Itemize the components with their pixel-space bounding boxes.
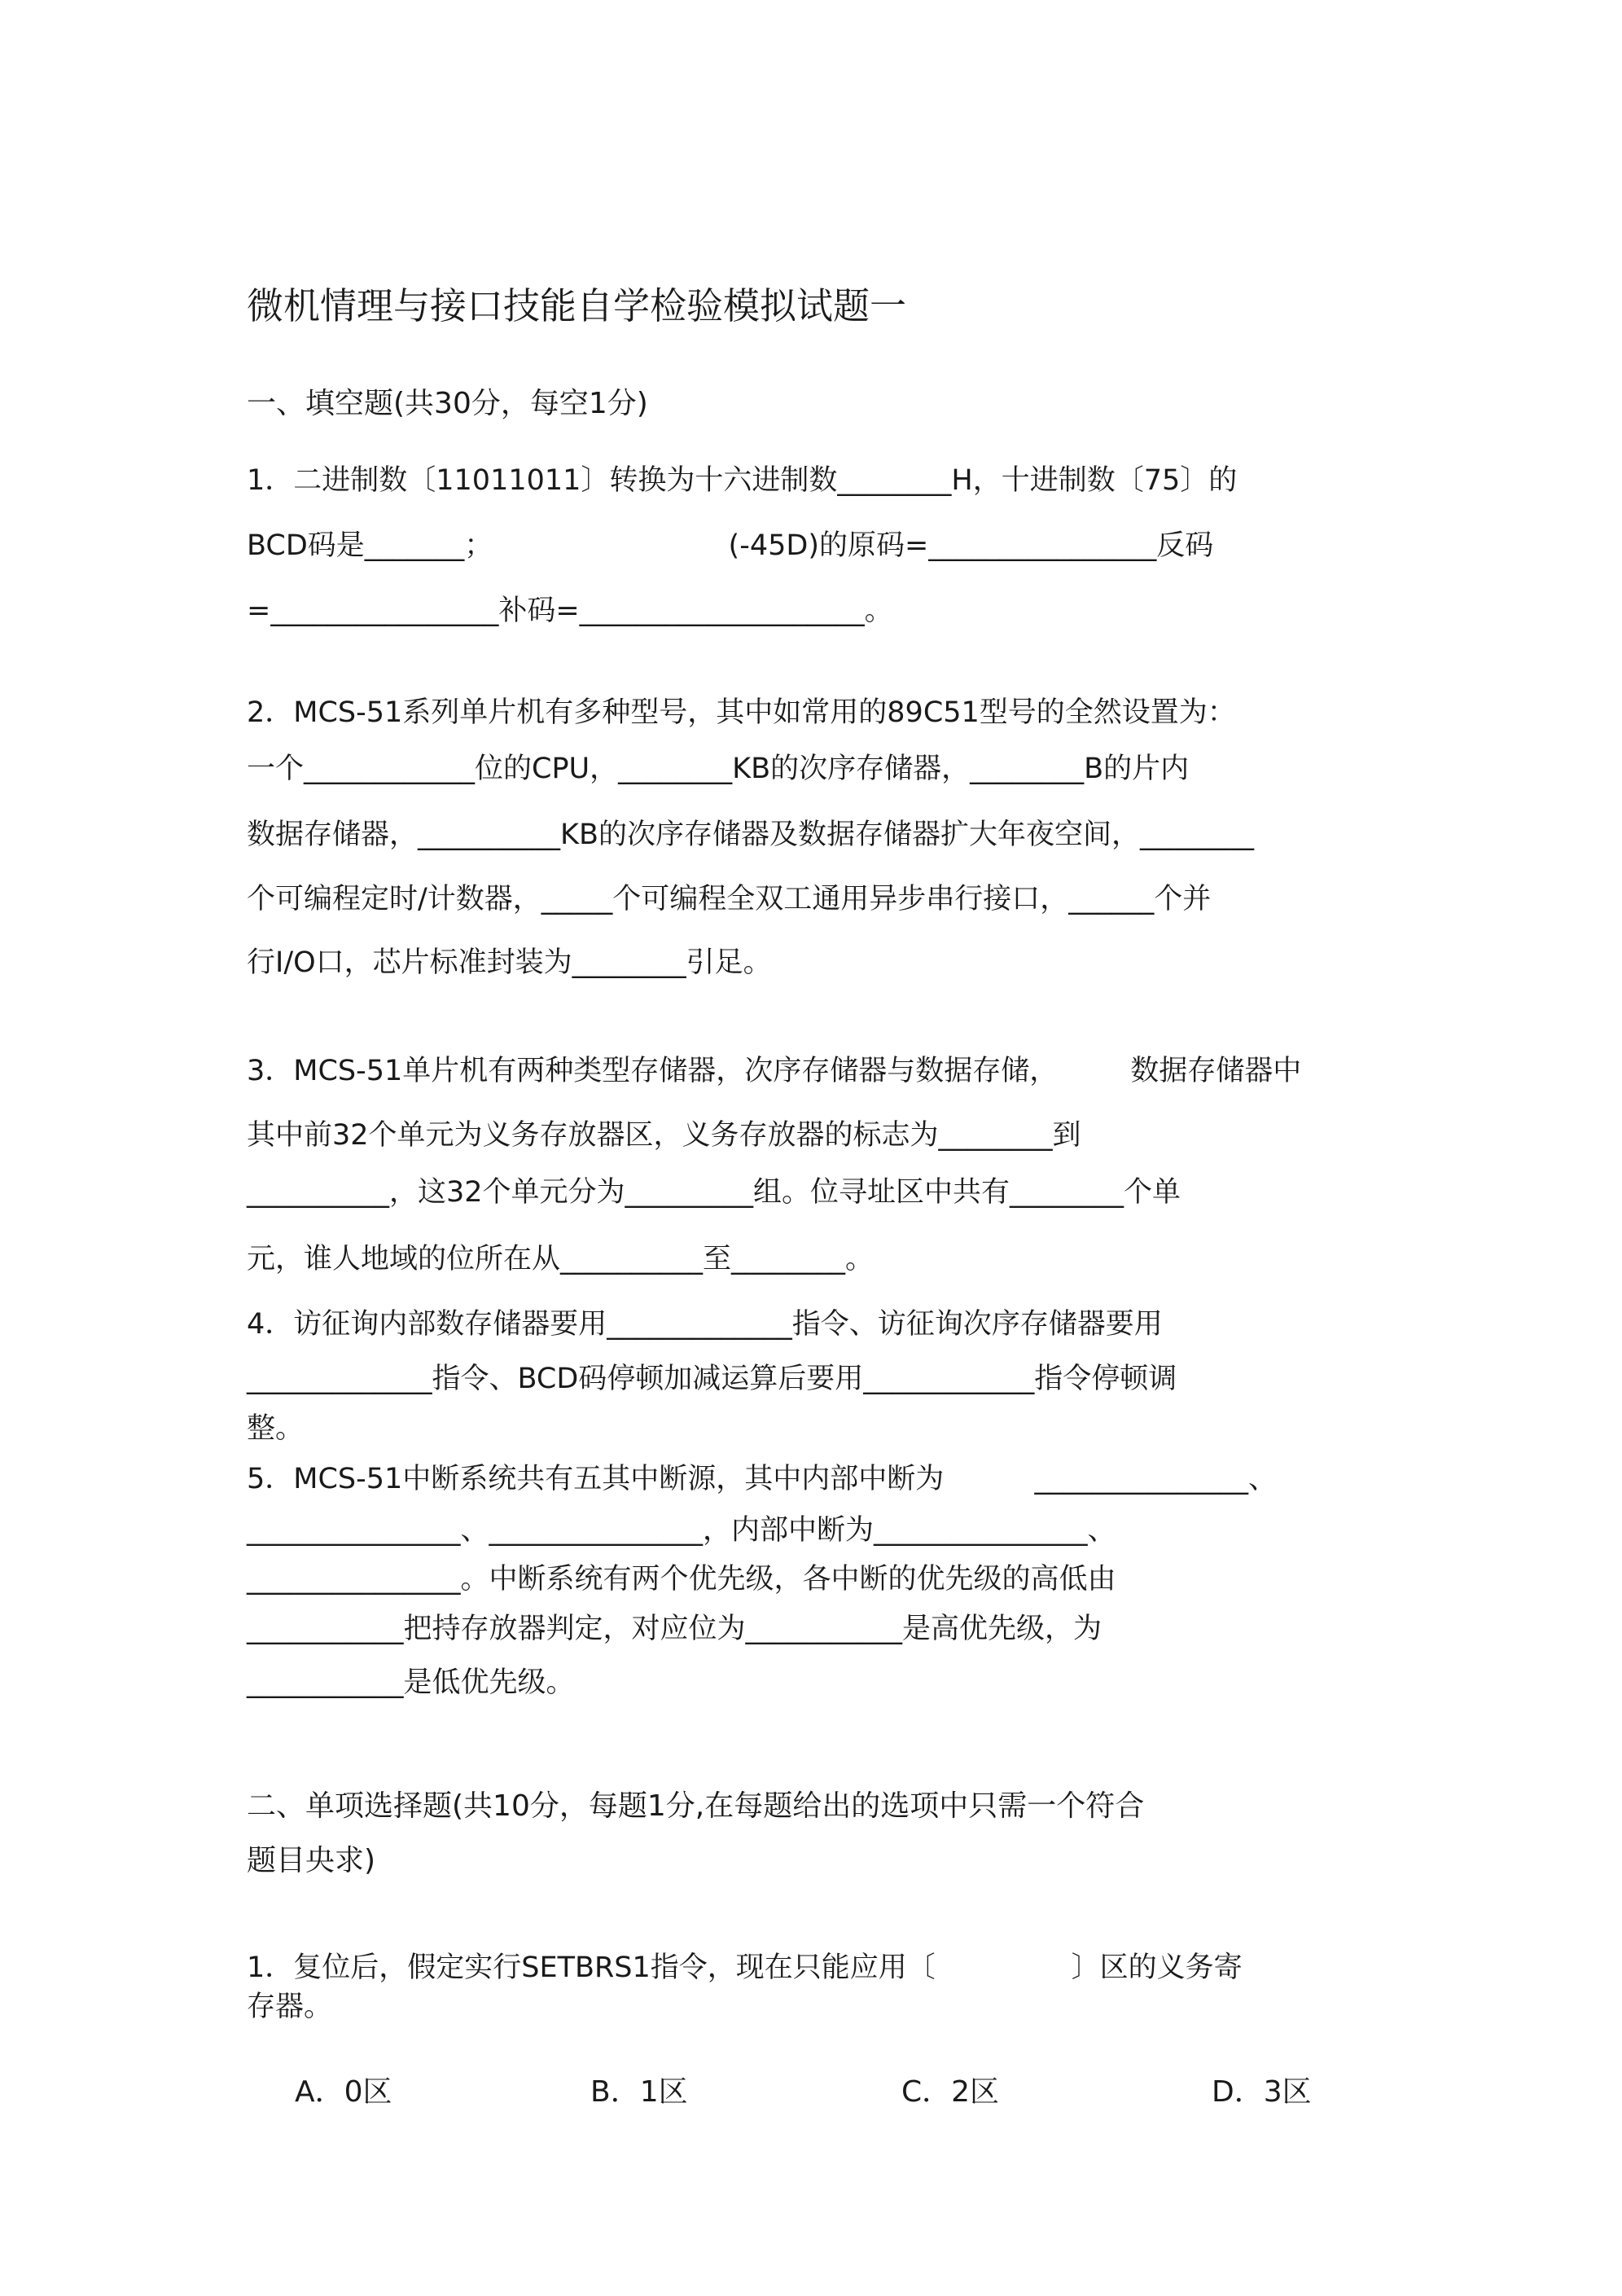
q5-line-3: _______________。中断系统有两个优先级，各中断的优先级的高低由 xyxy=(247,1563,1116,1596)
q5-line-2: _______________、_______________，内部中断为_______________、 xyxy=(247,1514,1116,1547)
q4-line-2: _____________指令、BCD码停顿加减运算后要用____________指令停顿调 xyxy=(247,1363,1177,1395)
q2-line-5: 行I/O口，芯片标准封装为________引足。 xyxy=(247,946,772,979)
q2-line-2: 一个____________位的CPU，________KB的次序存储器，________B的片内 xyxy=(247,753,1190,785)
q5-line-5: ___________是低优先级。 xyxy=(247,1666,575,1699)
q5-line-4: ___________把持存放器判定，对应位为___________是高优先级，为 xyxy=(247,1613,1103,1645)
section1-heading: 一、填空题(共30分，每空1分) xyxy=(247,387,648,420)
s2-q1-line-2: 存器。 xyxy=(247,1991,333,2023)
q2-line-4: 个可编程定时/计数器，_____个可编程全双工通用异步串行接口，______个并 xyxy=(247,883,1212,915)
option-c: C．2区 xyxy=(901,2075,1000,2109)
section2-heading-line-2: 题目央求) xyxy=(247,1844,376,1877)
section2-heading-line-1: 二、单项选择题(共10分，每题1分,在每题给出的选项中只需一个符合 xyxy=(247,1789,1145,1823)
q5-line-1: 5．MCS-51中断系统共有五其中断源，其中内部中断为 _______________、 xyxy=(247,1463,1278,1495)
q1-line-1: 1．二进制数〔11011011〕转换为十六进制数________H，十进制数〔75〕的 xyxy=(247,464,1238,497)
q3-line-3: __________，这32个单元分为_________组。位寻址区中共有________个单 xyxy=(247,1176,1181,1209)
s2-q1-line-1: 1．复位后，假定实行SETBRS1指令，现在只能应用〔 〕区的义务寄 xyxy=(247,1951,1243,1984)
q4-line-3: 整。 xyxy=(247,1412,305,1445)
q4-line-1: 4．访征询内部数存储器要用_____________指令、访征询次序存储器要用 xyxy=(247,1308,1163,1341)
q2-line-1: 2．MCS-51系列单片机有多种型号，其中如常用的89C51型号的全然设置为： xyxy=(247,696,1236,729)
q3-line-4: 元，谁人地域的位所在从__________至________。 xyxy=(247,1243,875,1275)
q1-line-3: =________________补码=____________________。 xyxy=(247,595,893,627)
q1-line-2: BCD码是_______； (-45D)的原码=________________反码 xyxy=(247,529,1214,562)
option-b: B．1区 xyxy=(590,2075,688,2109)
option-d: D．3区 xyxy=(1212,2075,1312,2109)
option-a: A．0区 xyxy=(295,2075,392,2109)
q3-line-1: 3．MCS-51单片机有两种类型存储器，次序存储器与数据存储， 数据存储器中 xyxy=(247,1055,1302,1087)
q3-line-2: 其中前32个单元为义务存放器区，义务存放器的标志为________到 xyxy=(247,1119,1081,1152)
q2-line-3: 数据存储器，__________KB的次序存储器及数据存储器扩大年夜空间，________ xyxy=(247,819,1254,851)
page-title: 微机情理与接口技能自学检验模拟试题一 xyxy=(247,284,907,327)
